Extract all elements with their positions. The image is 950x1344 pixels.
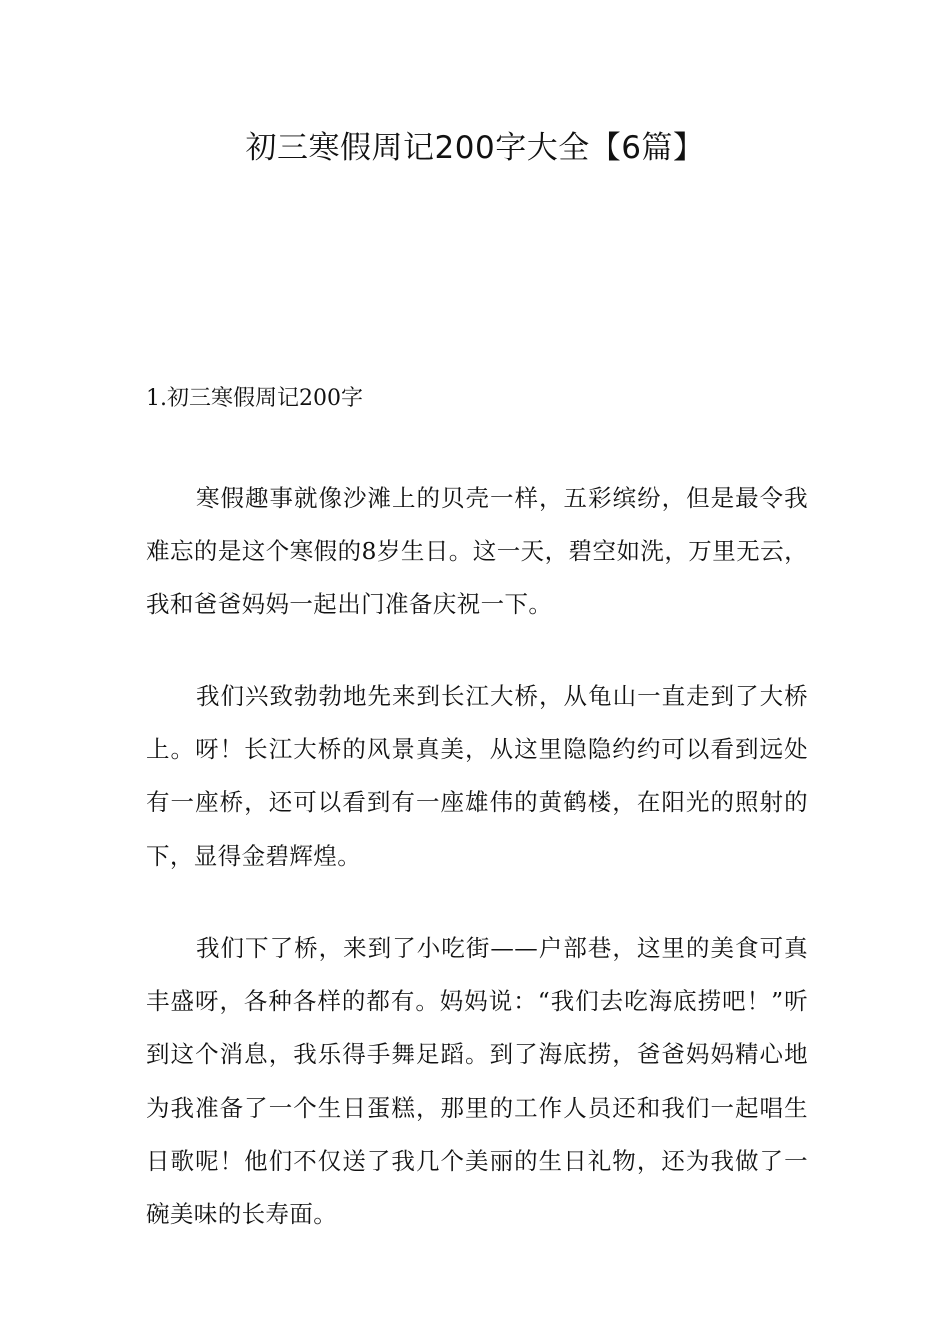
paragraph-3: 我们下了桥，来到了小吃街——户部巷，这里的美食可真丰盛呀，各种各样的都有。妈妈说：“我们去吃海底捞吧！”听到这个消息，我乐得手舞足蹈。到了海底捞，爸爸妈妈精心地为我准备了一个生日蛋糕，那里的工作人员还和我们一起唱生日歌呢！他们不仅送了我几个美丽的生日礼物，还为我做了一碗美味的长寿面。 <box>146 934 808 1229</box>
section-heading: 1.初三寒假周记200字 <box>146 386 363 411</box>
document-title: 初三寒假周记200字大全【6篇】 <box>245 130 705 166</box>
paragraph-1: 寒假趣事就像沙滩上的贝壳一样，五彩缤纷，但是最令我难忘的是这个寒假的8岁生日。这一天，碧空如洗，万里无云，我和爸爸妈妈一起出门准备庆祝一下。 <box>146 484 808 619</box>
paragraph-2: 我们兴致勃勃地先来到长江大桥，从龟山一直走到了大桥上。呀！长江大桥的风景真美，从这里隐隐约约可以看到远处有一座桥，还可以看到有一座雄伟的黄鹤楼，在阳光的照射的下，显得金碧辉煌。 <box>146 682 808 870</box>
